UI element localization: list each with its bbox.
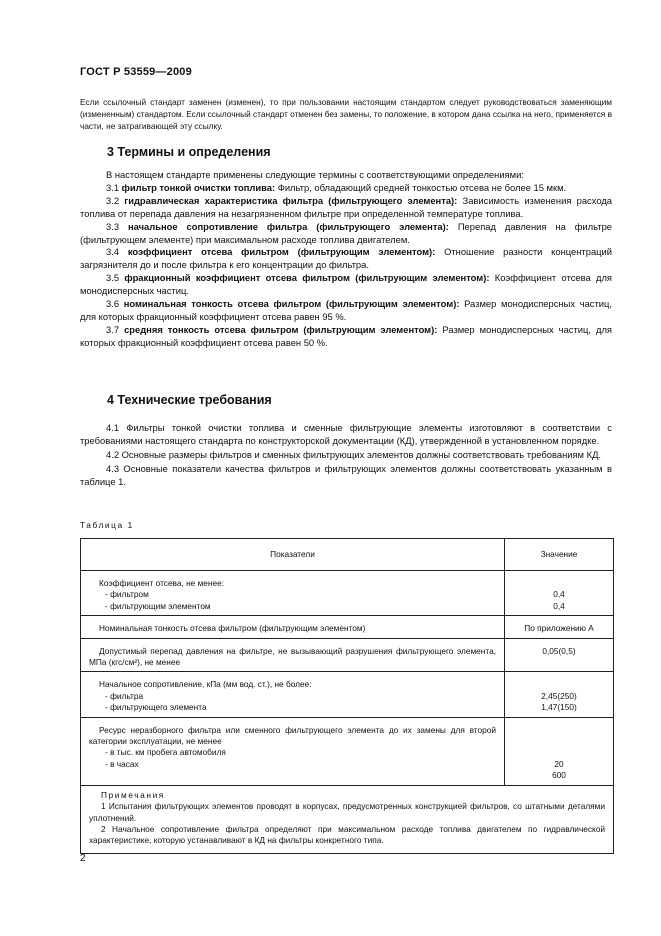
- para-4-2: 4.2 Основные размеры фильтров и сменных фильтрующих элементов должны соответствовать требованиям КД.: [106, 448, 602, 460]
- table-row: [81, 717, 614, 785]
- table-notes: [81, 785, 614, 853]
- row-label: Номинальная тонкость отсева фильтром (фильтрующим элементом): [81, 616, 505, 638]
- table-caption: Таблица 1: [80, 520, 134, 530]
- section-3-lead: В настоящем стандарте применены следующие термины с соответствующими определениями:: [106, 169, 524, 180]
- page-number: 2: [80, 853, 86, 864]
- table-row: [81, 672, 614, 717]
- row-label: Ресурс неразборного фильтра или сменного фильтрующего элемента до их замены для второй категории эксплуатации, не менее - в тыс. км пробега автомобиля - в часах: [81, 717, 505, 785]
- table-row: [81, 638, 614, 672]
- term-3-7: 3.7 средняя тонкость отсева фильтром (фильтрующим элементом): Размер монодисперсных частиц, для которых фракционный коэффициент отсева равен 50 %.: [80, 323, 613, 348]
- term-3-1: 3.1 фильтр тонкой очистки топлива: Фильтр, обладающий средней тонкостью отсева не более 15 мкм.: [106, 181, 567, 193]
- row-value: 20 600: [505, 717, 614, 785]
- para-4-1: 4.1 Фильтры тонкой очистки топлива и сменные фильтрующие элементы изготовляют в соответствии с требованиями настоящего стандарта по конструкторской документации (КД), утвержденной в установленном порядке.: [80, 422, 612, 446]
- term-3-5: 3.5 фракционный коэффициент отсева фильтром (фильтрующим элементом): Коэффициент отсева для монодисперсных частиц.: [80, 272, 613, 297]
- notes-title: Примечания: [101, 789, 165, 800]
- section-4-body: [80, 422, 612, 490]
- para-4-3: 4.3 Основные показатели качества фильтров и фильтрующих элементов должны соответствовать указанным в таблице 1.: [80, 462, 612, 487]
- row-value: 0,4 0,4: [505, 571, 614, 616]
- term-3-4: 3.4 коэффициент отсева фильтром (фильтрующим элементом): Отношение разности концентраций загрязнителя до и после фильтра к его концентрации до фильтра.: [80, 246, 613, 271]
- table-notes-row: [81, 785, 614, 853]
- note-2: 2 Начальное сопротивление фильтра определяют при максимальном расходе топлива двигателем по гидравлической характеристике, которую устанавливают в КД на фильтры конкретного типа.: [89, 823, 605, 846]
- header-indicators: Показатели: [81, 539, 505, 571]
- note-1: 1 Испытания фильтрующих элементов проводят в корпусах, предусмотренных конструкцией фильтров, со штатными деталями уплотнений.: [89, 801, 605, 823]
- section-4-title: 4 Технические требования: [107, 393, 272, 407]
- row-value: 0,05(0,5): [505, 638, 614, 672]
- table-header-row: [81, 539, 614, 571]
- document-header: ГОСТ Р 53559—2009: [80, 66, 192, 78]
- intro-paragraph: Если ссылочный стандарт заменен (изменен), то при пользовании настоящим стандартом следует руководствоваться заменяющим (измененным) стандартом. Если ссылочный стандарт отменен без замены, то положение, в котором дана ссылка на него, применяется в части, не затрагивающей эту ссылку.: [80, 97, 612, 131]
- section-3-title: 3 Термины и определения: [107, 145, 271, 159]
- header-value: Значение: [505, 539, 614, 571]
- indicators-table: [80, 538, 614, 854]
- row-value: По приложению А: [505, 616, 614, 638]
- section-3-body: [80, 169, 612, 350]
- term-3-6: 3.6 номинальная тонкость отсева фильтром (фильтрующим элементом): Размер монодисперсных частиц, для которых фракционный коэффициент отсева равен 95 %.: [80, 298, 612, 322]
- table-row: [81, 571, 614, 616]
- term-3-2: 3.2 гидравлическая характеристика фильтра (фильтрующего элемента): Зависимость изменения расхода топлива от перепада давления на незагрязненном фильтре при определенной температуре топлива.: [80, 194, 613, 219]
- row-label: Коэффициент отсева, не менее: - фильтром - фильтрующим элементом: [81, 571, 505, 616]
- row-label: Начальное сопротивление, кПа (мм вод. ст.), не более: - фильтра - фильтрующего элемента: [81, 672, 505, 717]
- row-label: Допустимый перепад давления на фильтре, не вызывающий разрушения фильтрующего элемента, МПа (кгс/см²), не менее: [81, 638, 505, 672]
- table-row: [81, 616, 614, 638]
- row-value: 2,45(250) 1,47(150): [505, 672, 614, 717]
- term-3-3: 3.3 начальное сопротивление фильтра (фильтрующего элемента): Перепад давления на фильтре (фильтрующем элементе) при максимальном расходе топлива двигателем.: [80, 220, 612, 245]
